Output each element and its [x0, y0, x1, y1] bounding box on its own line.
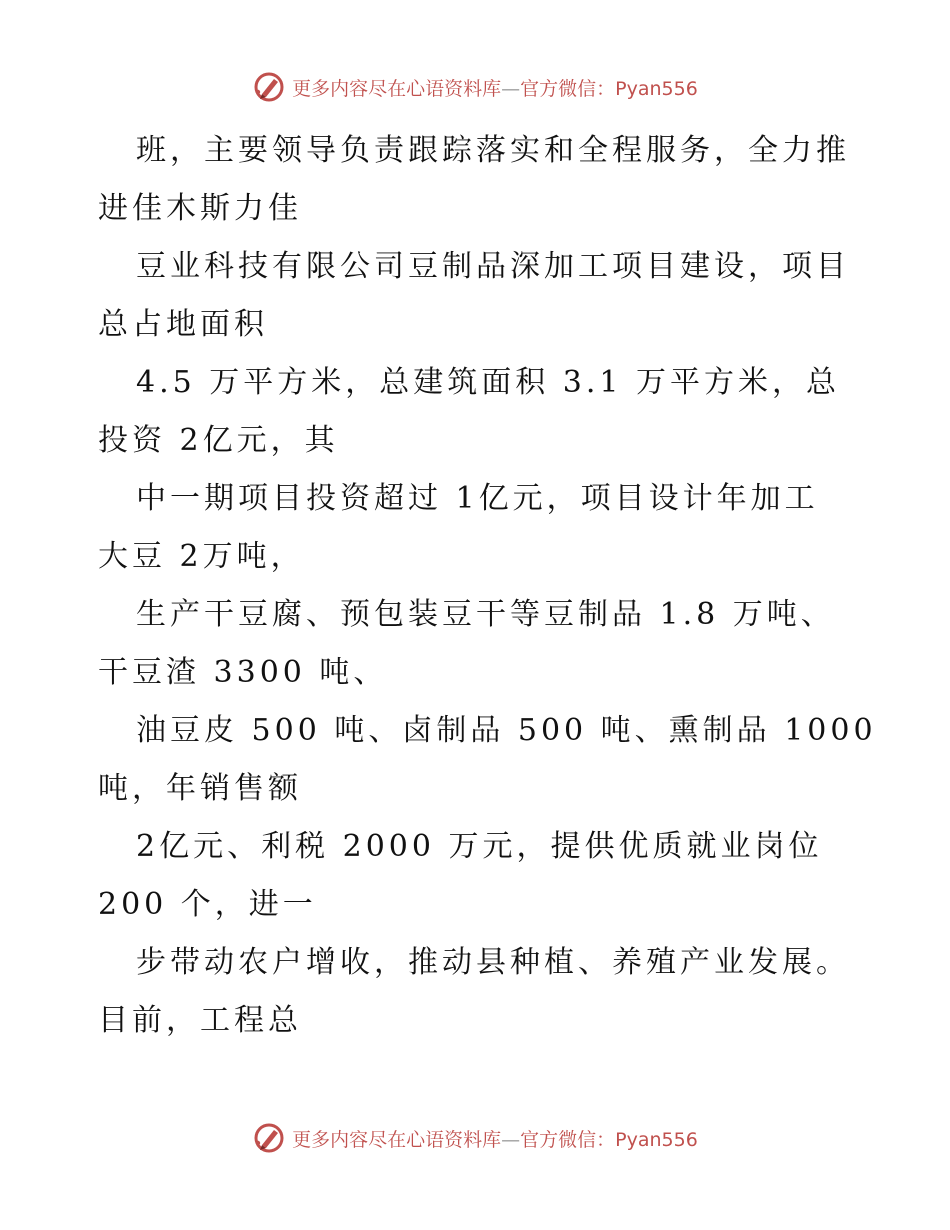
- pen-logo-icon: [252, 1121, 286, 1155]
- body-line: 生产干豆腐、预包装豆干等豆制品 1.8 万吨、: [136, 597, 835, 632]
- banner-contact-text: 官方微信：Pyan556: [520, 1128, 698, 1151]
- banner-site-text: 更多内容尽在心语资料库: [292, 77, 502, 100]
- body-line: 大豆 2万吨，: [98, 539, 305, 574]
- body-line: 油豆皮 500 吨、卤制品 500 吨、熏制品 1000: [136, 713, 877, 748]
- body-line: 进佳木斯力佳: [98, 191, 302, 226]
- header-banner: [0, 70, 950, 104]
- banner-separator: —: [501, 1128, 521, 1151]
- body-line: 投资 2亿元，其: [98, 423, 339, 458]
- body-line: 步带动农户增收，推动县种植、养殖产业发展。: [136, 945, 850, 980]
- body-line: 200 个，进一: [98, 887, 317, 922]
- body-line: 中一期项目投资超过 1亿元，项目设计年加工: [136, 481, 819, 516]
- document-body: [98, 122, 877, 1050]
- body-line: 2亿元、利税 2000 万元，提供优质就业岗位: [136, 829, 823, 864]
- banner-text: [292, 74, 698, 101]
- body-line: 总占地面积: [98, 307, 268, 342]
- footer-banner: [0, 1121, 950, 1155]
- body-line: 豆业科技有限公司豆制品深加工项目建设，项目: [136, 249, 850, 284]
- body-line: 吨，年销售额: [98, 771, 302, 806]
- body-line: 干豆渣 3300 吨、: [98, 655, 388, 690]
- banner-site-text: 更多内容尽在心语资料库: [292, 1128, 502, 1151]
- body-line: 4.5 万平方米，总建筑面积 3.1 万平方米，总: [136, 365, 841, 400]
- banner-text: [292, 1125, 698, 1152]
- body-line: 目前，工程总: [98, 1003, 302, 1038]
- banner-contact-text: 官方微信：Pyan556: [520, 77, 698, 100]
- pen-logo-icon: [252, 70, 286, 104]
- banner-separator: —: [501, 77, 521, 100]
- body-line: 班，主要领导负责跟踪落实和全程服务，全力推: [136, 133, 850, 168]
